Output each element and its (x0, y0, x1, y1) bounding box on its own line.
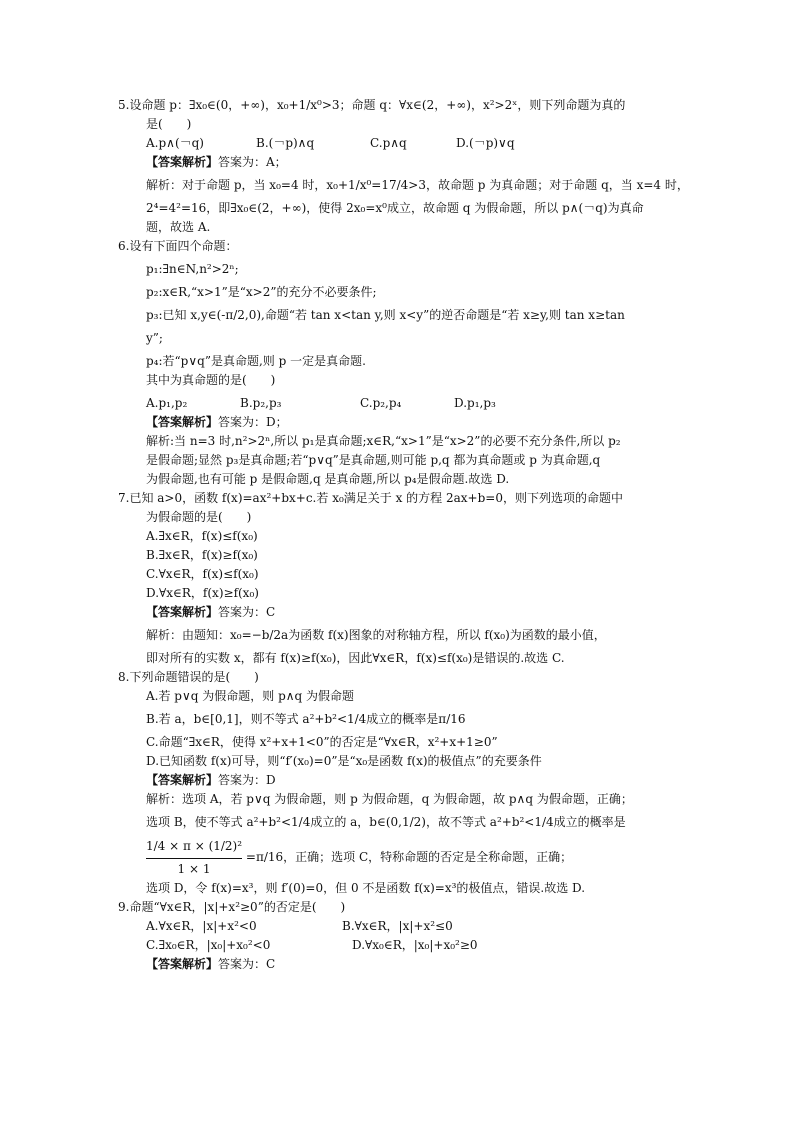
q7-solution-line1: 解析：由题知：x₀=−b/2a为函数 f(x)图象的对称轴方程，所以 f(x₀)为函数的最小值， (146, 628, 606, 642)
q7-stem-line1: 7.已知 a>0，函数 f(x)=ax²+bx+c.若 x₀满足关于 x 的方程 2ax+b=0，则下列选项的命题中 (118, 491, 623, 505)
q6-option-d: D.p₁,p₃ (454, 396, 496, 410)
q6-prop-p2: p₂:x∈R,“x>1”是“x>2”的充分不必要条件; (146, 285, 377, 299)
q5-stem-line1: 5.设命题 p：∃x₀∈(0，+∞)，x₀+1/x⁰>3；命题 q：∀x∈(2，+∞)，x²>2ˣ，则下列命题为真的 (118, 98, 626, 112)
q6-stem-line1: 6.设有下面四个命题： (118, 239, 238, 253)
answer-text: 答案为：A； (218, 155, 287, 169)
q8-fraction-numerator: 1/4 × π × (1/2)² (146, 836, 242, 859)
q8-solution-line1: 解析：选项 A，若 p∨q 为假命题，则 p 为假命题，q 为假命题，故 p∧q 为假命题，正确； (146, 792, 633, 806)
document-page (118, 92, 708, 974)
q5-solution-line2: 2⁴=4²=16，即∃x₀∈(2，+∞)，使得 2x₀=x⁰成立，故命题 q 为假命题，所以 p∧(￢q)为真命 (146, 201, 644, 215)
q6-prop-p3-cont: y”; (146, 331, 163, 345)
q8-solution-line3-rest: =π/16，正确；选项 C，特称命题的否定是全称命题，正确； (245, 850, 573, 864)
answer-text: 答案为：D； (218, 415, 288, 429)
answer-text: 答案为：C (218, 605, 276, 619)
q8-option-a: A.若 p∨q 为假命题，则 p∧q 为假命题 (146, 689, 355, 703)
q6-option-b: B.p₂,p₃ (240, 396, 282, 410)
q7-option-d: D.∀x∈R，f(x)≥f(x₀) (146, 586, 259, 600)
q6-prop-p1: p₁:∃n∈N,n²>2ⁿ; (146, 262, 239, 276)
q8-fraction-denominator: 1 × 1 (177, 862, 211, 876)
q5-answer (118, 153, 708, 172)
q5-stem-line2: 是( ) (146, 117, 192, 131)
q6-solution-line2: 是假命题;显然 p₃是真命题;若“p∨q”是真命题,则可能 p,q 都为真命题或 p 为真命题,q (146, 453, 601, 467)
q9-stem-line1: 9.命题“∀x∈R，|x|+x²≥0”的否定是( ) (118, 900, 346, 914)
q9-options-row1 (118, 917, 708, 936)
answer-label: 【答案解析】 (146, 957, 219, 971)
q7-answer (118, 603, 708, 622)
q5-solution-line3: 题，故选 A. (146, 220, 211, 234)
answer-label: 【答案解析】 (146, 605, 219, 619)
answer-label: 【答案解析】 (146, 155, 219, 169)
q7-option-a: A.∃x∈R，f(x)≤f(x₀) (146, 529, 258, 543)
q5-option-a: A.p∧(￢q) (146, 136, 204, 150)
q5-options (118, 134, 708, 153)
q8-probability-fraction (146, 836, 242, 879)
q9-answer (118, 955, 708, 974)
q7-stem-line2: 为假命题的是( ) (146, 510, 252, 524)
answer-text: 答案为：C (218, 957, 276, 971)
q6-solution-line1: 解析:当 n=3 时,n²>2ⁿ,所以 p₁是真命题;x∈R,“x>1”是“x>2”的必要不充分条件,所以 p₂ (146, 434, 621, 448)
q6-prop-p3: p₃:已知 x,y∈(-π/2,0),命题“若 tan x<tan y,则 x<y”的逆否命题是“若 x≥y,则 tan x≥tan (146, 308, 625, 322)
q8-option-d: D.已知函数 f(x)可导，则“f′(x₀)=0”是“x₀是函数 f(x)的极值点”的充要条件 (146, 754, 542, 768)
q5-solution-line1: 解析：对于命题 p，当 x₀=4 时，x₀+1/x⁰=17/4>3，故命题 p 为真命题；对于命题 q，当 x=4 时， (146, 178, 689, 192)
answer-text: 答案为：D (218, 773, 276, 787)
q9-option-d: D.∀x₀∈R，|x₀|+x₀²≥0 (352, 938, 478, 952)
q9-options-row2 (118, 936, 708, 955)
q8-option-c: C.命题“∃x∈R，使得 x²+x+1<0”的否定是“∀x∈R，x²+x+1≥0” (146, 735, 498, 749)
q5-option-d: D.(￢p)∨q (456, 136, 515, 150)
q6-option-a: A.p₁,p₂ (146, 396, 188, 410)
q8-solution-line2: 选项 B，使不等式 a²+b²<1/4成立的 a，b∈(0,1/2)，故不等式 a²+b²<1/4成立的概率是 (146, 815, 626, 829)
q7-option-b: B.∃x∈R，f(x)≥f(x₀) (146, 548, 258, 562)
q5-option-c: C.p∧q (370, 136, 407, 150)
q9-option-b: B.∀x∈R，|x|+x²≤0 (342, 919, 453, 933)
q7-solution-line2: 即对所有的实数 x，都有 f(x)≥f(x₀)，因此∀x∈R，f(x)≤f(x₀)是错误的.故选 C. (146, 651, 565, 665)
q7-option-c: C.∀x∈R，f(x)≤f(x₀) (146, 567, 259, 581)
q5-option-b: B.(￢p)∧q (256, 136, 315, 150)
q9-option-c: C.∃x₀∈R，|x₀|+x₀²<0 (146, 938, 271, 952)
q8-solution-line4: 选项 D，令 f(x)=x³，则 f′(0)=0，但 0 不是函数 f(x)=x³的极值点，错误.故选 D. (146, 881, 586, 895)
q6-option-c: C.p₂,p₄ (360, 396, 402, 410)
q8-solution-line3 (118, 836, 708, 879)
q6-prop-p4: p₄:若“p∨q”是真命题,则 p 一定是真命题. (146, 354, 366, 368)
q9-option-a: A.∀x∈R，|x|+x²<0 (146, 919, 257, 933)
q8-option-b: B.若 a，b∈[0,1]，则不等式 a²+b²<1/4成立的概率是π/16 (146, 712, 466, 726)
q6-solution-line3: 为假命题,也有可能 p 是假命题,q 是真命题,所以 p₄是假命题.故选 D. (146, 472, 510, 486)
q6-answer (118, 413, 708, 432)
q6-prompt: 其中为真命题的是( ) (146, 373, 276, 387)
answer-label: 【答案解析】 (146, 415, 219, 429)
q6-options (118, 394, 708, 413)
q8-answer (118, 771, 708, 790)
answer-label: 【答案解析】 (146, 773, 219, 787)
q8-stem-line1: 8.下列命题错误的是( ) (118, 670, 259, 684)
